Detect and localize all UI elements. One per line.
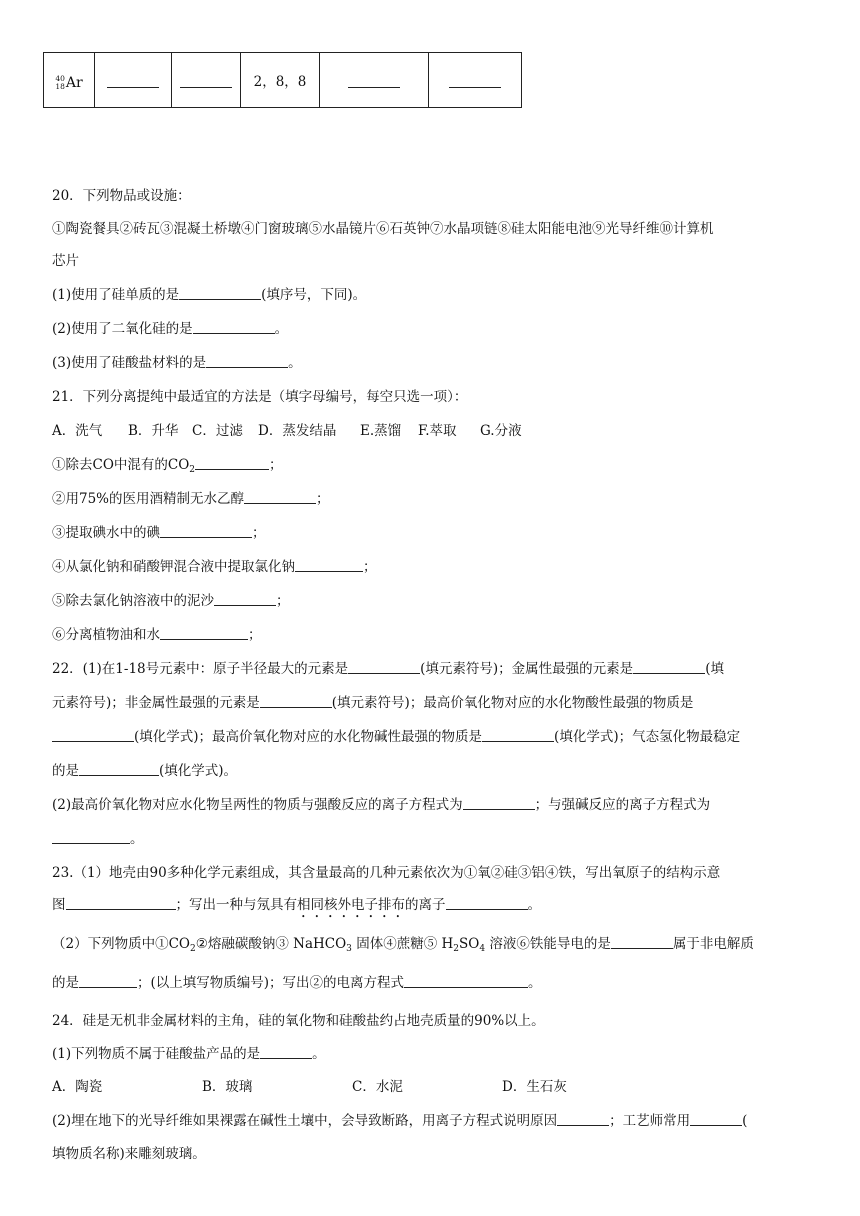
answer-blank[interactable] <box>160 625 248 640</box>
emphasized-text: 相同核外电子排布 <box>297 897 405 913</box>
q23-line3: （2）下列物质中$①CO_2②$熔融碳酸钠③ NaHCO$_3$ 固体④蔗糖⑤ $H_2SO_4$ 溶液⑥铁能导电的是 属于非电解质 <box>52 936 754 954</box>
answer-blank[interactable] <box>611 934 673 949</box>
atomic-number: 18 <box>55 82 65 91</box>
isotope-cell <box>44 53 95 108</box>
answer-blank[interactable] <box>193 319 275 334</box>
answer-blank[interactable] <box>79 761 159 776</box>
answer-blank[interactable] <box>160 523 252 538</box>
q21-sub3: ③提取碘水中的碘 ； <box>52 525 266 541</box>
answer-blank[interactable] <box>633 659 705 674</box>
answer-blank[interactable] <box>107 73 159 88</box>
q20-items: ①陶瓷餐具②砖瓦③混凝土桥墩④门窗玻璃⑤水晶镜片⑥石英钟⑦水晶项链⑧硅太阳能电池⑨光导纤维⑩计算机 <box>52 221 714 237</box>
q20-part1: (1)使用了硅单质的是 (填序号，下同)。 <box>52 287 367 303</box>
answer-blank[interactable] <box>295 557 363 572</box>
q24-options <box>52 1077 820 1097</box>
option-g: G.分液 <box>480 423 522 439</box>
q24-part2: (2)埋在地下的光导纤维如果裸露在碱性土壤中，会导致断路，用离子方程式说明原因 ；工艺师常用 ( <box>52 1113 748 1129</box>
q20-part3: (3)使用了硅酸盐材料的是 。 <box>52 355 302 371</box>
answer-blank[interactable] <box>557 1111 609 1126</box>
answer-blank[interactable] <box>260 693 332 708</box>
q24-part2-cont: 填物质名称)来雕刻玻璃。 <box>52 1146 206 1162</box>
q22-line4: 的是 (填化学式)。 <box>52 763 238 779</box>
option-c: C．过滤 <box>192 423 243 439</box>
option-c: C．水泥 <box>352 1079 403 1095</box>
element-symbol: Ar <box>65 75 83 91</box>
q21-sub5: ⑤除去氯化钠溶液中的泥沙 ； <box>52 593 290 609</box>
option-a: A．洗气 <box>52 423 103 439</box>
answer-blank[interactable] <box>446 895 528 910</box>
answer-blank[interactable] <box>348 659 420 674</box>
option-f: F.萃取 <box>418 423 457 439</box>
answer-blank[interactable] <box>244 489 316 504</box>
isotope-notation <box>55 75 82 91</box>
q20-items-cont: 芯片 <box>52 253 79 269</box>
table-row <box>44 53 522 108</box>
answer-blank[interactable] <box>482 727 554 742</box>
q20-part2: (2)使用了二氧化硅的是 。 <box>52 321 289 337</box>
answer-blank[interactable] <box>180 73 232 88</box>
table-cell[interactable] <box>95 53 172 108</box>
answer-blank[interactable] <box>179 285 261 300</box>
q21-sub6: ⑥分离植物油和水 ； <box>52 627 262 643</box>
option-d: D．蒸发结晶 <box>258 423 337 439</box>
q22-line1: 22．(1)在1-18号元素中：原子半径最大的元素是 (填元素符号)；金属性最强的元素是 (填 <box>52 661 724 677</box>
q24-title: 24．硅是无机非金属材料的主角，硅的氧化物和硅酸盐约占地壳质量的90%以上。 <box>52 1013 545 1029</box>
option-e: E.蒸馏 <box>360 423 402 439</box>
answer-blank[interactable] <box>195 455 269 470</box>
mass-number: 40 <box>55 74 65 83</box>
answer-blank[interactable] <box>66 895 176 910</box>
option-d: D．生石灰 <box>502 1079 567 1095</box>
q21-sub1: ①除去CO中混有的$CO_2$ ； <box>52 457 283 475</box>
answer-blank[interactable] <box>206 353 288 368</box>
answer-blank[interactable] <box>690 1111 742 1126</box>
answer-blank[interactable] <box>79 973 137 988</box>
option-b: B．玻璃 <box>202 1079 253 1095</box>
q22-line6: 。 <box>52 829 820 849</box>
answer-blank[interactable] <box>449 73 501 88</box>
q21-sub2: ②用75%的医用酒精制无水乙醇 ； <box>52 491 330 507</box>
answer-blank[interactable] <box>260 1044 312 1059</box>
answer-blank[interactable] <box>52 727 134 742</box>
q21-sub4: ④从氯化钠和硝酸钾混合液中提取氯化钠 ； <box>52 559 377 575</box>
q24-part1: (1)下列物质不属于硅酸盐产品的是 。 <box>52 1046 326 1062</box>
answer-blank[interactable] <box>348 73 400 88</box>
q20-title: 20．下列物品或设施： <box>52 188 191 204</box>
answer-blank[interactable] <box>214 591 276 606</box>
answer-blank[interactable] <box>404 973 528 988</box>
q23-line2: 图 ；写出一种与氖具有相同核外电子排布的离子 。 <box>52 897 541 913</box>
q22-line2: 元素符号)；非金属性最强的元素是 (填元素符号)；最高价氧化物对应的水化物酸性最强的物质是 <box>52 695 694 711</box>
answer-blank[interactable] <box>52 829 130 844</box>
q22-line3: (填化学式)；最高价氧化物对应的水化物碱性最强的物质是 (填化学式)；气态氢化物最稳定 <box>52 727 820 747</box>
q21-options <box>52 421 820 441</box>
table-cell[interactable] <box>429 53 522 108</box>
config-cell: 2，8，8 <box>241 53 320 108</box>
answer-blank[interactable] <box>463 795 535 810</box>
option-a: A．陶瓷 <box>52 1079 103 1095</box>
isotope-table <box>43 52 522 108</box>
table-cell[interactable] <box>320 53 429 108</box>
q21-title: 21．下列分离提纯中最适宜的方法是（填字母编号，每空只选一项）： <box>52 389 468 405</box>
option-b: B．升华 <box>128 423 179 439</box>
q23-line4: 的是 ；(以上填写物质编号)；写出②的电离方程式 。 <box>52 975 542 991</box>
q22-line5: (2)最高价氧化物对应水化物呈两性的物质与强酸反应的离子方程式为 ；与强碱反应的离子方程式为 <box>52 797 711 813</box>
q23-line1: 23.（1）地壳由90多种化学元素组成，其含量最高的几种元素依次为①氧②硅③铝④铁，写出氧原子的结构示意 <box>52 865 721 881</box>
table-cell[interactable] <box>172 53 241 108</box>
